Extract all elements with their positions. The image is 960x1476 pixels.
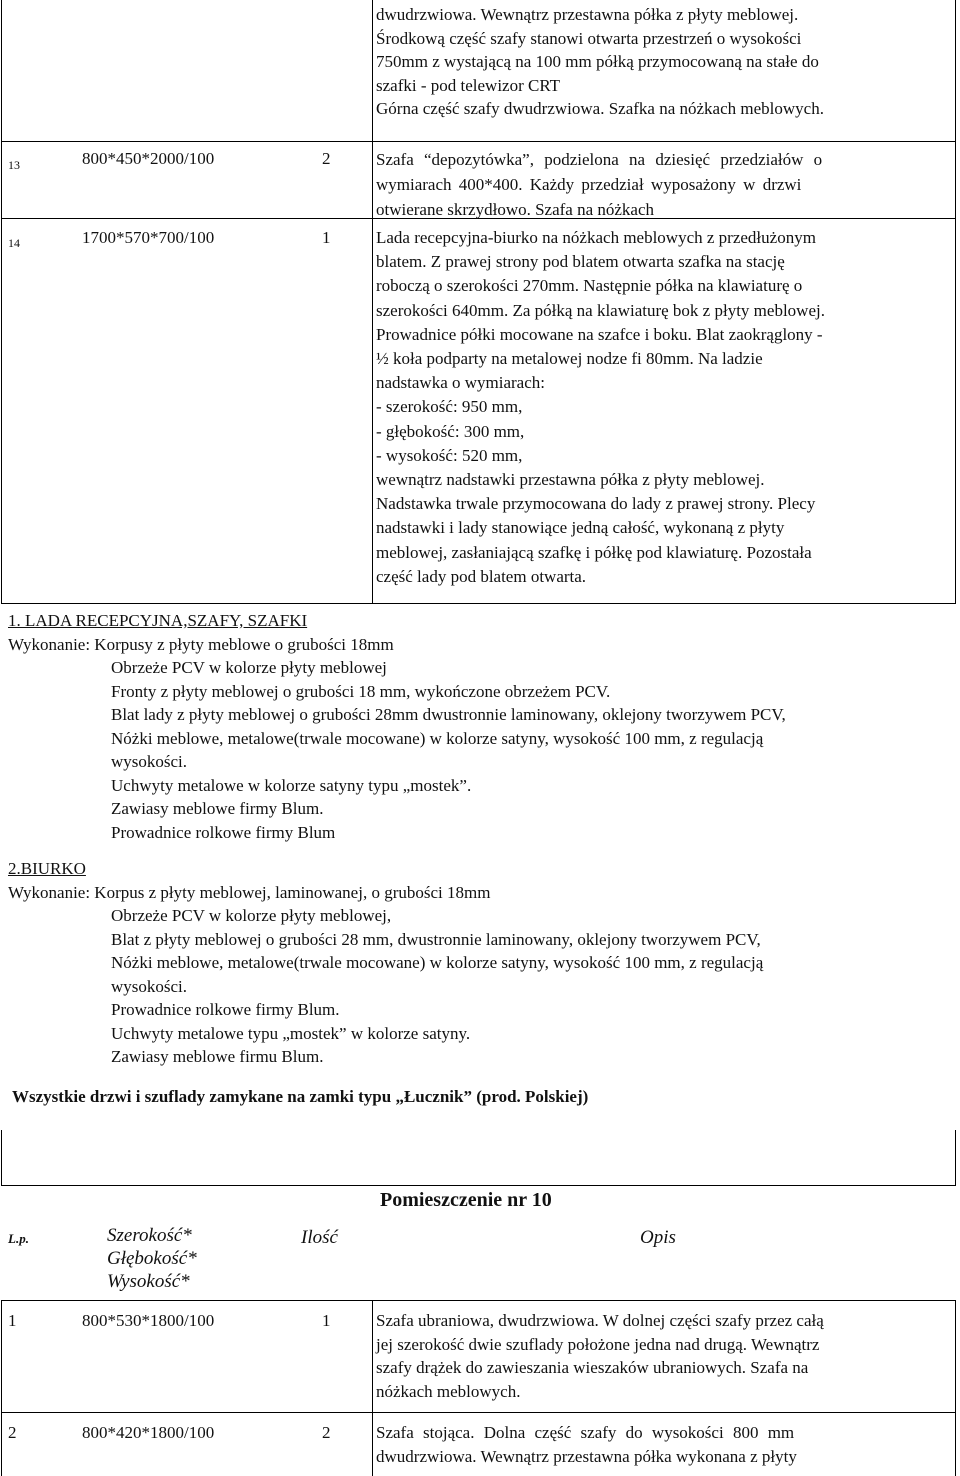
desc-line: wymiarach 400*400. Każdy przedział wyposażony w drzwi <box>376 175 802 194</box>
desc-line: szafy drążek do zawieszania wieszaków ubraniowych. Szafa na <box>376 1358 809 1377</box>
desc-line: - wysokość: 520 mm, <box>376 445 523 465</box>
header-width: Szerokość* <box>107 1225 192 1246</box>
desc-line: Szafa stojąca. Dolna część szafy do wysokości 800 mm <box>376 1423 795 1442</box>
desc-line: nadstawki i lady stanowiące jedną całość, wykonaną z płyty <box>376 518 785 538</box>
desc-line: Szafa ubraniowa, dwudrzwiowa. W dolnej części szafy przez całą <box>376 1311 824 1330</box>
section-line: Zawiasy meblowe firmu Blum. <box>111 1047 324 1066</box>
row-quantity: 1 <box>322 228 331 247</box>
header-quantity: Ilość <box>301 1227 338 1248</box>
desc-line: Szafa “depozytówka”, podzielona na dziesięć przedziałów o <box>376 150 823 169</box>
desc-line: roboczą o szerokości 270mm. Następnie półka na klawiaturę o <box>376 276 803 296</box>
desc-line: Lada recepcyjna-biurko na nóżkach meblowych z przedłużonym <box>376 228 816 247</box>
box-border-right <box>955 1130 956 1185</box>
desc-line: dwudrzwiowa. Wewnątrz przestawna półka wykonana z płyty <box>376 1446 797 1466</box>
section-line: Nóżki meblowe, metalowe(trwale mocowane) w kolorze satyny, wysokość 100 mm, z regulacją <box>111 953 764 972</box>
section-line: wysokości. <box>111 976 188 996</box>
desc-line: Prowadnice półki mocowane na szafce i boku. Blat zaokrąglony - <box>376 324 823 344</box>
table-border-right <box>955 1300 956 1476</box>
desc-line: szafki - pod telewizor CRT <box>376 75 561 95</box>
row-dimensions: 800*530*1800/100 <box>82 1311 215 1330</box>
row-number: 1 <box>8 1311 17 1330</box>
header-lp: L.p. <box>8 1231 29 1246</box>
desc-line: ½ koła podparty na metalowej nodze fi 80mm. Na ladzie <box>376 349 763 369</box>
table-border-left <box>1 1300 2 1476</box>
section-line: Fronty z płyty meblowej o grubości 18 mm, wykończone obrzeżem PCV. <box>111 681 611 701</box>
row-dimensions: 1700*570*700/100 <box>82 228 215 247</box>
row-number: 2 <box>8 1423 17 1442</box>
section-line: Prowadnice rolkowe firmy Blum <box>111 822 336 842</box>
desc-line: dwudrzwiowa. Wewnątrz przestawna półka z płyty meblowej. <box>376 5 799 24</box>
header-description: Opis <box>640 1227 676 1248</box>
desc-line: otwierane skrzydłowo. Szafa na nóżkach <box>376 200 655 219</box>
desc-line: nadstawka o wymiarach: <box>376 373 545 393</box>
box-border-left <box>1 1130 2 1185</box>
row-quantity: 2 <box>322 149 331 168</box>
row-description <box>376 226 952 589</box>
section-lada-recepcyjna <box>8 609 953 844</box>
table-row-border <box>1 1412 956 1413</box>
desc-line: Górna część szafy dwudrzwiowa. Szafka na nóżkach meblowych. <box>376 99 824 118</box>
row-dimensions: 800*420*1800/100 <box>82 1423 215 1442</box>
desc-line: meblowej, zasłaniającą szafkę i półkę pod klawiaturę. Pozostała <box>376 542 812 562</box>
row-description <box>376 1421 952 1468</box>
section-line: Blat z płyty meblowej o grubości 28 mm, dwustronnie laminowany, oklejony tworzywem PCV, <box>111 929 761 949</box>
section-first-line: Wykonanie: Korpusy z płyty meblowe o grubości 18mm <box>8 634 394 654</box>
desc-line: - szerokość: 950 mm, <box>376 397 523 417</box>
continuation-description <box>376 3 952 121</box>
desc-line: - głębokość: 300 mm, <box>376 421 525 441</box>
section-line: Nóżki meblowe, metalowe(trwale mocowane) w kolorze satyny, wysokość 100 mm, z regulacją <box>111 728 764 748</box>
table-divider-desc <box>372 1300 373 1476</box>
section-line: Obrzeże PCV w kolorze płyty meblowej <box>111 658 387 677</box>
section-line: Prowadnice rolkowe firmy Blum. <box>111 1000 340 1019</box>
table-row-border <box>1 1300 956 1301</box>
row-number: 13 <box>8 158 20 172</box>
locks-note: Wszystkie drzwi i szuflady zamykane na zamki typu „Łucznik” (prod. Polskiej) <box>12 1087 589 1106</box>
desc-line: Nadstawka trwale przymocowana do lady z prawej strony. Plecy <box>376 494 816 514</box>
row-description <box>376 1309 952 1403</box>
desc-line: szerokości 640mm. Za półką na klawiaturę bok z płyty meblowej. <box>376 300 825 320</box>
desc-line: jej szerokość dwie szuflady położone jedna nad drugą. Wewnątrz <box>376 1334 820 1354</box>
header-depth: Głębokość* <box>107 1248 197 1269</box>
table-divider-desc <box>372 0 373 604</box>
desc-line: Środkową część szafy stanowi otwarta przestrzeń o wysokości <box>376 28 802 48</box>
header-height: Wysokość* <box>107 1271 190 1292</box>
section-line: Obrzeże PCV w kolorze płyty meblowej, <box>111 906 392 925</box>
row-dimensions: 800*450*2000/100 <box>82 149 215 168</box>
section-biurko <box>8 857 953 1069</box>
desc-line: część lady pod blatem otwarta. <box>376 566 587 586</box>
desc-line: wewnątrz nadstawki przestawna półka z płyty meblowej. <box>376 470 765 490</box>
table-border-right <box>955 0 956 604</box>
row-number: 14 <box>8 236 20 250</box>
row-description <box>376 147 952 222</box>
desc-line: blatem. Z prawej strony pod blatem otwarta szafka na stację <box>376 252 785 272</box>
section-line: Uchwyty metalowe w kolorze satyny typu „mostek”. <box>111 775 472 795</box>
header-dimensions <box>107 1224 197 1293</box>
desc-line: nóżkach meblowych. <box>376 1381 521 1401</box>
section-first-line: Wykonanie: Korpus z płyty meblowej, laminowanej, o grubości 18mm <box>8 882 491 902</box>
section-heading: 1. LADA RECEPCYJNA,SZAFY, SZAFKI <box>8 611 308 630</box>
desc-line: 750mm z wystającą na 100 mm półką przymocowaną na stałe do <box>376 52 819 71</box>
row-quantity: 1 <box>322 1311 331 1330</box>
table-row-border <box>1 603 956 604</box>
table-border-left <box>1 0 2 604</box>
row-quantity: 2 <box>322 1423 331 1442</box>
table-top-border <box>1 1185 956 1186</box>
section-line: wysokości. <box>111 752 188 771</box>
section-heading: 2.BIURKO <box>8 859 86 878</box>
section-line: Uchwyty metalowe typu „mostek” w kolorze satyny. <box>111 1023 471 1043</box>
section-line: Zawiasy meblowe firmy Blum. <box>111 799 324 818</box>
room-title: Pomieszczenie nr 10 <box>380 1189 552 1211</box>
table-row-border <box>1 141 956 142</box>
section-line: Blat lady z płyty meblowej o grubości 28mm dwustronnie laminowany, oklejony tworzywem PCV, <box>111 705 786 724</box>
